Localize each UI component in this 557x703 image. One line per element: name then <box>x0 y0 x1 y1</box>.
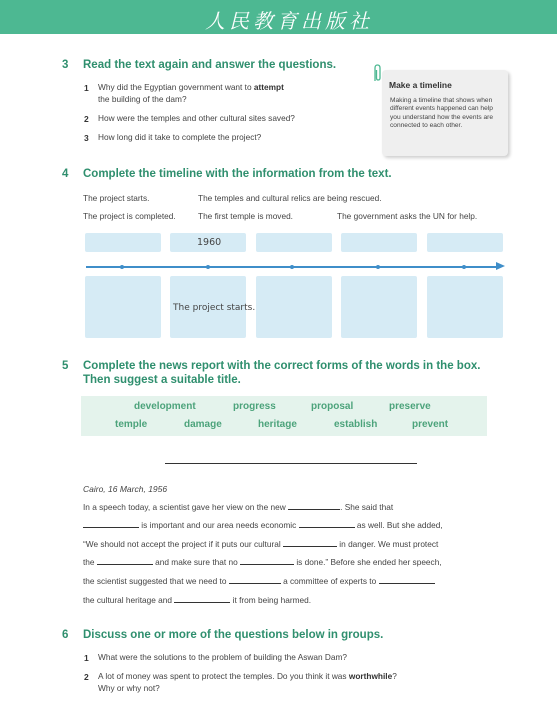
answer-blank[interactable] <box>97 563 153 565</box>
timeline-dot <box>376 265 380 269</box>
timeline-year-box[interactable] <box>170 233 246 252</box>
tip-text: Making a timeline that shows when different events happened can help you understand how the events are connected to each other. <box>390 97 494 130</box>
timeline-year-box[interactable] <box>427 233 503 252</box>
event-option: The temples and cultural relics are being rescued. <box>198 193 382 203</box>
section-3-number: 3 <box>62 59 69 71</box>
question-text-continued: the building of the dam? <box>98 94 187 104</box>
question-number: 2 <box>84 114 89 124</box>
word-box-item: temple <box>115 419 148 430</box>
report-line: “We should not accept the project if it puts our cultural in danger. We must protect <box>83 539 439 549</box>
paperclip-icon <box>372 63 382 83</box>
word-box-item: establish <box>334 419 378 430</box>
title-blank[interactable] <box>165 463 417 464</box>
report-line: is important and our area needs economic as well. But she added, <box>83 520 443 530</box>
keyword: attempt <box>253 82 284 92</box>
news-dateline: Cairo, 16 March, 1956 <box>83 484 168 494</box>
answer-blank[interactable] <box>299 526 355 528</box>
timeline-arrow <box>496 262 505 270</box>
section-6-heading: Discuss one or more of the questions below in groups. <box>83 629 384 641</box>
timeline-dot <box>120 265 124 269</box>
timeline-dot <box>462 265 466 269</box>
event-option: The project starts. <box>83 193 150 203</box>
section-5-number: 5 <box>62 360 69 372</box>
header-bar <box>0 0 557 34</box>
answer-blank[interactable] <box>229 582 281 584</box>
event-option: The project is completed. <box>83 211 176 221</box>
word-box-item: damage <box>184 419 222 430</box>
publisher-logo: 人民教育出版社 <box>205 9 373 33</box>
answer-blank[interactable] <box>174 601 230 603</box>
timeline-dot <box>290 265 294 269</box>
question-number: 1 <box>84 83 89 93</box>
timeline-event-box[interactable] <box>427 276 503 338</box>
question-text: Why did the Egyptian government want to attempt <box>98 82 284 92</box>
timeline-dot <box>206 265 210 269</box>
answer-blank[interactable] <box>288 508 340 510</box>
event-option: The government asks the UN for help. <box>337 211 478 221</box>
question-text: How were the temples and other cultural sites saved? <box>98 113 295 123</box>
word-box-item: progress <box>233 401 276 412</box>
question-text: A lot of money was spent to protect the temples. Do you think it was worthwhile? <box>98 671 397 681</box>
section-4-heading: Complete the timeline with the information from the text. <box>83 168 392 180</box>
word-box-item: prevent <box>412 419 449 430</box>
answer-blank[interactable] <box>283 545 337 547</box>
word-box-item: preserve <box>389 401 431 412</box>
section-6-number: 6 <box>62 629 69 641</box>
timeline-event-box[interactable] <box>170 276 256 338</box>
report-line: the scientist suggested that we need to a committee of experts to <box>83 576 435 586</box>
section-5-heading: Complete the news report with the correct forms of the words in the box. <box>83 360 481 372</box>
question-number: 3 <box>84 133 89 143</box>
question-text: How long did it take to complete the project? <box>98 132 262 142</box>
timeline-event-answer: The project starts. <box>173 303 256 313</box>
word-box-item: proposal <box>311 401 354 412</box>
timeline-event-box[interactable] <box>341 276 417 338</box>
tip-title: Make a timeline <box>389 80 452 90</box>
answer-blank[interactable] <box>83 526 139 528</box>
question-number: 2 <box>84 672 89 682</box>
event-option: The first temple is moved. <box>198 211 293 221</box>
section-5-heading-line2: Then suggest a suitable title. <box>83 374 241 386</box>
question-number: 1 <box>84 653 89 663</box>
word-box-item: development <box>134 401 196 412</box>
answer-blank[interactable] <box>240 563 294 565</box>
timeline-event-box[interactable] <box>85 276 161 338</box>
question-text: What were the solutions to the problem of building the Aswan Dam? <box>98 652 348 662</box>
question-text-continued: Why or why not? <box>98 683 160 693</box>
timeline-year-box[interactable] <box>85 233 161 252</box>
answer-blank[interactable] <box>379 582 435 584</box>
timeline-year-answer: 1960 <box>197 237 222 248</box>
word-box-item: heritage <box>258 419 297 430</box>
report-line: the cultural heritage and it from being harmed. <box>83 595 312 605</box>
timeline-year-box[interactable] <box>341 233 417 252</box>
timeline-event-box[interactable] <box>256 276 332 338</box>
timeline-year-box[interactable] <box>256 233 332 252</box>
report-line: the and make sure that no is done.” Before she ended her speech, <box>83 557 442 567</box>
keyword: worthwhile <box>348 671 393 681</box>
report-line: In a speech today, a scientist gave her view on the new . She said that <box>83 502 394 512</box>
section-3-heading: Read the text again and answer the questions. <box>83 59 337 71</box>
section-4-number: 4 <box>62 168 69 180</box>
